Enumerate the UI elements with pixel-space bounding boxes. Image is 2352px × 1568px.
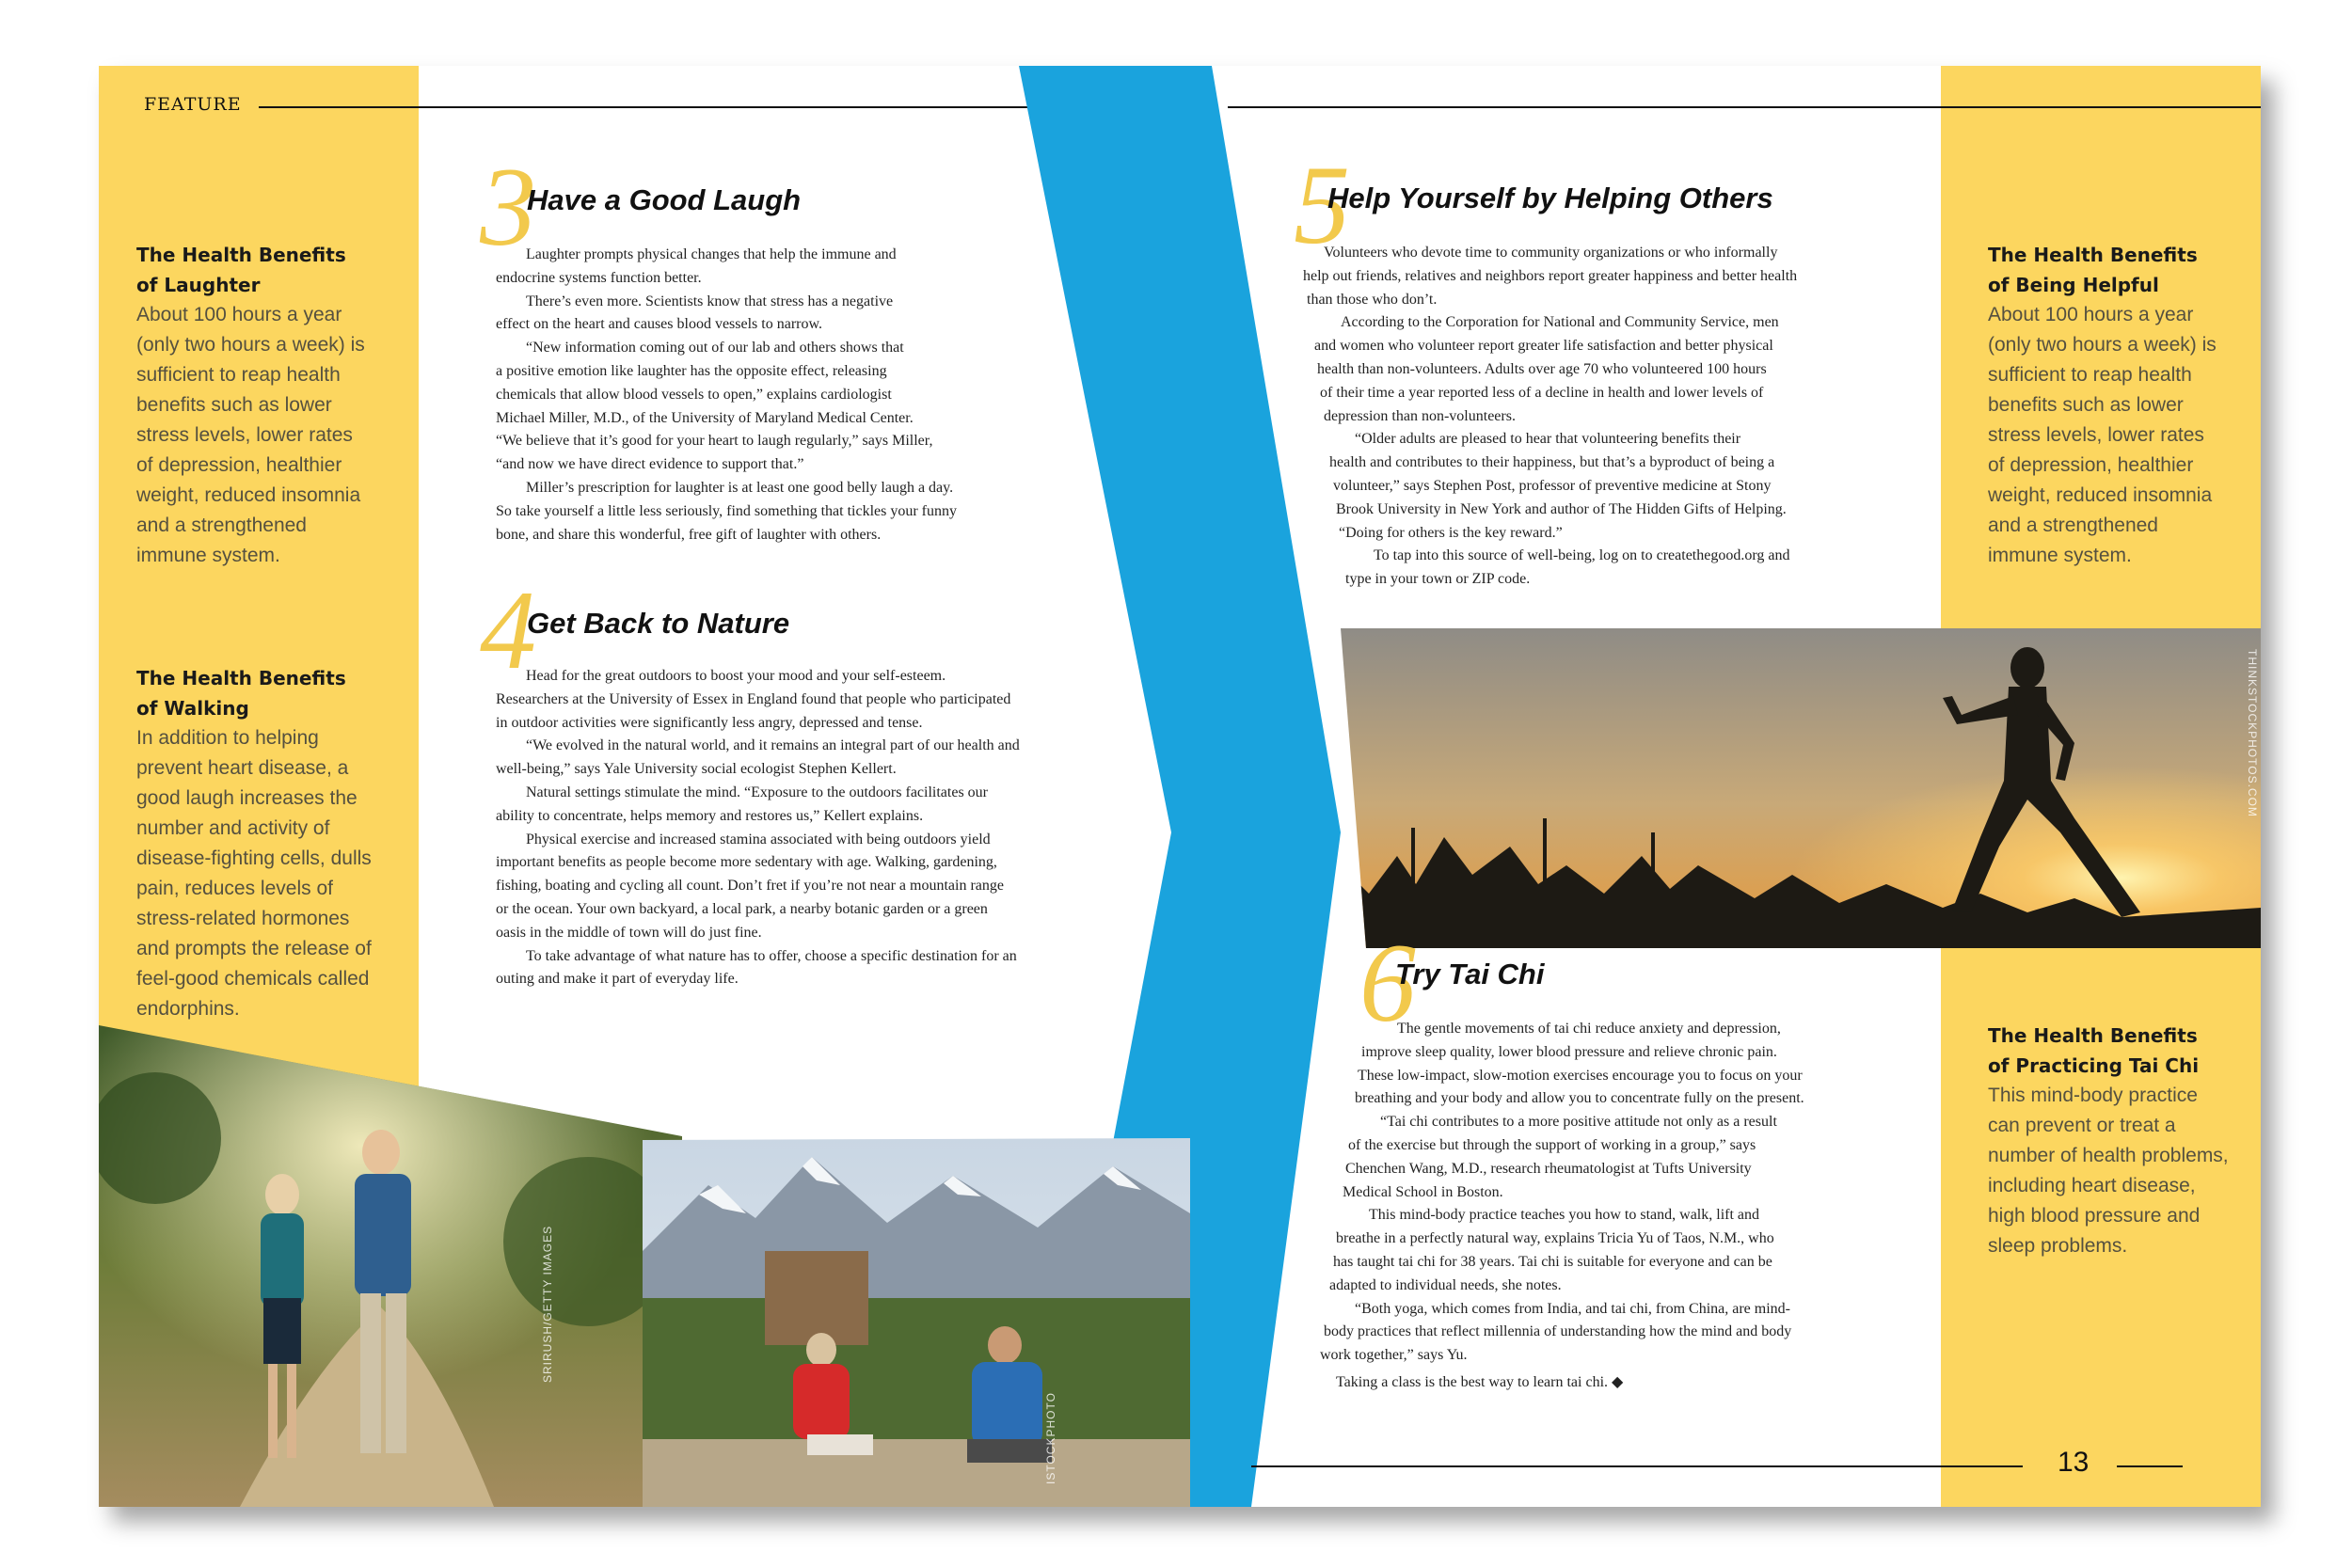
body-line: health than non-volunteers. Adults over age 70 who volunteered 100 hours bbox=[1317, 360, 1767, 377]
section-title-helping: Help Yourself by Helping Others bbox=[1327, 182, 1773, 214]
body-line: work together,” says Yu. bbox=[1320, 1347, 1468, 1364]
body-line: help out friends, relatives and neighbors report greater happiness and better health bbox=[1303, 267, 1798, 284]
body-line: breathe in a perfectly natural way, explains Tricia Yu of Taos, N.M., who bbox=[1336, 1230, 1774, 1247]
sidebar-title: The Health Benefits bbox=[136, 667, 346, 689]
body-line: oasis in the middle of town will do just fine. bbox=[496, 924, 762, 941]
sidebar-line: number of health problems, bbox=[1988, 1145, 2229, 1166]
sidebar-line: and prompts the release of bbox=[136, 938, 372, 959]
sidebar-line: (only two hours a week) is bbox=[1988, 334, 2217, 356]
sidebar-line: and a strengthened bbox=[1988, 515, 2158, 536]
body-line: Natural settings stimulate the mind. “Exposure to the outdoors facilitates our bbox=[526, 784, 988, 800]
section-body-helping bbox=[1303, 242, 1905, 592]
sidebar-line: weight, reduced insomnia bbox=[1988, 484, 2213, 506]
body-line: Taking a class is the best way to learn tai chi. ◆ bbox=[1336, 1373, 1624, 1390]
body-line: type in your town or ZIP code. bbox=[1345, 571, 1531, 588]
body-line: or the ocean. Your own backyard, a local park, a nearby botanic garden or a green bbox=[496, 900, 988, 917]
body-line: Miller’s prescription for laughter is at least one good belly laugh a day. bbox=[526, 479, 954, 496]
body-line: “Both yoga, which comes from India, and tai chi, from China, are mind- bbox=[1355, 1300, 1790, 1317]
sidebar-line: immune system. bbox=[136, 545, 280, 566]
body-line: So take yourself a little less seriously, find something that tickles your funny bbox=[496, 502, 957, 519]
body-line: endocrine systems function better. bbox=[496, 269, 702, 286]
sidebar-line: of depression, healthier bbox=[136, 454, 342, 476]
body-line: improve sleep quality, lower blood pressure and relieve chronic pain. bbox=[1361, 1043, 1777, 1060]
sidebar-line: endorphins. bbox=[136, 998, 240, 1020]
photo-credit-mountain: ISTOCKPHOTO bbox=[1044, 1392, 1057, 1484]
sidebar-line: disease-fighting cells, dulls bbox=[136, 847, 372, 869]
sidebar-line: and a strengthened bbox=[136, 515, 307, 536]
body-line: There’s even more. Scientists know that stress has a negative bbox=[526, 293, 894, 309]
sidebar-title: The Health Benefits bbox=[1988, 244, 2198, 266]
body-line: Chenchen Wang, M.D., research rheumatologist at Tufts University bbox=[1345, 1160, 1752, 1177]
body-line: bone, and share this wonderful, free gift of laughter with others. bbox=[496, 526, 882, 543]
sidebar-line: sufficient to reap health bbox=[1988, 364, 2192, 386]
body-line: well-being,” says Yale University social ecologist Stephen Kellert. bbox=[496, 761, 897, 778]
sidebar-line: benefits such as lower bbox=[136, 394, 332, 416]
body-line: in outdoor activities were significantly less angry, depressed and tense. bbox=[496, 714, 923, 731]
section-body-nature bbox=[496, 665, 1107, 991]
body-line: Physical exercise and increased stamina associated with being outdoors yield bbox=[526, 831, 991, 847]
sidebar-line: sufficient to reap health bbox=[136, 364, 341, 386]
body-line: body practices that reflect millennia of understanding how the mind and body bbox=[1324, 1323, 1792, 1340]
section-number-4: 4 bbox=[480, 567, 536, 692]
body-line: “We believe that it’s good for your heart to laugh regularly,” says Miller, bbox=[496, 433, 933, 450]
body-line: Michael Miller, M.D., of the University of Maryland Medical Center. bbox=[496, 409, 914, 426]
sidebar-line: immune system. bbox=[1988, 545, 2132, 566]
body-line: of their time a year reported less of a decline in health and lower levels of bbox=[1320, 384, 1764, 401]
body-line: than those who don’t. bbox=[1307, 291, 1438, 308]
section-title-laugh: Have a Good Laugh bbox=[527, 183, 802, 216]
body-line: has taught tai chi for 38 years. Tai chi is suitable for everyone and can be bbox=[1333, 1253, 1772, 1270]
body-line: Brook University in New York and author of The Hidden Gifts of Helping. bbox=[1336, 500, 1787, 517]
section-body-laugh bbox=[496, 244, 1079, 546]
footer-rule bbox=[1251, 1465, 2023, 1467]
body-line: Researchers at the University of Essex in England found that people who participated bbox=[496, 690, 1011, 707]
sidebar-line: stress-related hormones bbox=[136, 908, 350, 929]
body-line: depression than non-volunteers. bbox=[1324, 407, 1516, 424]
sidebar-line: (only two hours a week) is bbox=[136, 334, 365, 356]
section-number-5: 5 bbox=[1294, 142, 1350, 267]
section-title-nature: Get Back to Nature bbox=[527, 607, 790, 640]
section-title-taichi: Try Tai Chi bbox=[1395, 958, 1545, 990]
body-line: According to the Corporation for National and Community Service, men bbox=[1341, 314, 1779, 331]
footer-rule-right bbox=[2117, 1465, 2183, 1467]
sidebar-line: About 100 hours a year bbox=[136, 304, 342, 325]
sidebar-title: of Laughter bbox=[136, 274, 261, 296]
sidebar-line: can prevent or treat a bbox=[1988, 1115, 2176, 1136]
body-line: To tap into this source of well-being, log on to createthegood.org and bbox=[1374, 547, 1790, 564]
photo-credit-taichi: THINKSTOCKPHOTOS.COM bbox=[2246, 649, 2259, 817]
body-line: Laughter prompts physical changes that help the immune and bbox=[526, 246, 897, 262]
sidebar-title: The Health Benefits bbox=[136, 244, 346, 266]
sidebar-title: of Being Helpful bbox=[1988, 274, 2159, 296]
body-line: important benefits as people become more sedentary with age. Walking, gardening, bbox=[496, 854, 997, 871]
section-number-3: 3 bbox=[480, 144, 536, 269]
sidebar-line: including heart disease, bbox=[1988, 1175, 2196, 1196]
body-line: effect on the heart and causes blood vessels to narrow. bbox=[496, 316, 822, 333]
body-line: outing and make it part of everyday life. bbox=[496, 971, 739, 988]
body-line: “Tai chi contributes to a more positive attitude not only as a result bbox=[1380, 1114, 1777, 1131]
sidebar-line: of depression, healthier bbox=[1988, 454, 2194, 476]
body-line: “New information coming out of our lab and others shows that bbox=[526, 340, 904, 356]
body-line: of the exercise but through the support of working in a group,” says bbox=[1348, 1136, 1756, 1153]
body-line: volunteer,” says Stephen Post, professor of preventive medicine at Stony bbox=[1333, 477, 1772, 494]
body-line: “and now we have direct evidence to support that.” bbox=[496, 456, 804, 473]
body-line: health and contributes to their happiness, but that’s a byproduct of being a bbox=[1329, 454, 1775, 471]
sidebar-line: In addition to helping bbox=[136, 727, 319, 749]
sidebar-line: feel-good chemicals called bbox=[136, 968, 370, 990]
photo-credit-walking: SRIRUSH/GETTY IMAGES bbox=[541, 1225, 554, 1383]
sidebar-line: stress levels, lower rates bbox=[1988, 424, 2204, 446]
body-line: This mind-body practice teaches you how to stand, walk, lift and bbox=[1369, 1207, 1760, 1224]
body-line: Volunteers who devote time to community organizations or who informally bbox=[1324, 245, 1778, 261]
body-line: To take advantage of what nature has to offer, choose a specific destination for an bbox=[526, 947, 1017, 964]
sidebar-line: This mind-body practice bbox=[1988, 1085, 2198, 1106]
tai-chi-sunset-photo bbox=[99, 66, 2261, 1507]
sidebar-line: number and activity of bbox=[136, 817, 330, 839]
body-line: chemicals that allow blood vessels to open,” explains cardiologist bbox=[496, 386, 892, 403]
sidebar-line: prevent heart disease, a bbox=[136, 757, 349, 779]
body-line: fishing, boating and cycling all count. Don’t fret if you’re not near a mountain range bbox=[496, 878, 1004, 895]
sidebar-line: good laugh increases the bbox=[136, 787, 358, 809]
sidebar-line: weight, reduced insomnia bbox=[136, 484, 361, 506]
body-line: and women who volunteer report greater life satisfaction and better physical bbox=[1314, 338, 1773, 355]
sidebar-line: stress levels, lower rates bbox=[136, 424, 353, 446]
body-line: Medical School in Boston. bbox=[1343, 1183, 1503, 1200]
sidebar-title: of Practicing Tai Chi bbox=[1988, 1054, 2200, 1077]
body-line: “We evolved in the natural world, and it remains an integral part of our health and bbox=[526, 737, 1020, 754]
body-line: “Older adults are pleased to hear that volunteering benefits their bbox=[1355, 431, 1741, 448]
body-line: These low-impact, slow-motion exercises encourage you to focus on your bbox=[1358, 1067, 1803, 1084]
sidebar-line: sleep problems. bbox=[1988, 1235, 2128, 1257]
body-line: breathing and your body and allow you to concentrate fully on the present. bbox=[1355, 1090, 1804, 1107]
sidebar-title: The Health Benefits bbox=[1988, 1024, 2198, 1047]
body-line: ability to concentrate, helps memory and restores us,” Kellert explains. bbox=[496, 807, 924, 824]
sidebar-title: of Walking bbox=[136, 697, 249, 720]
body-line: a positive emotion like laughter has the opposite effect, releasing bbox=[496, 362, 887, 379]
page-number: 13 bbox=[2058, 1447, 2090, 1478]
body-line: The gentle movements of tai chi reduce anxiety and depression, bbox=[1397, 1021, 1781, 1037]
magazine-spread bbox=[99, 66, 2261, 1507]
feature-label: FEATURE bbox=[144, 94, 242, 115]
sidebar-line: high blood pressure and bbox=[1988, 1205, 2201, 1227]
sidebar-line: benefits such as lower bbox=[1988, 394, 2184, 416]
section-body-taichi bbox=[1303, 1018, 1905, 1395]
body-line: adapted to individual needs, she notes. bbox=[1329, 1276, 1562, 1293]
sidebar-line: About 100 hours a year bbox=[1988, 304, 2194, 325]
body-line: “Doing for others is the key reward.” bbox=[1339, 524, 1563, 541]
body-line: Head for the great outdoors to boost your mood and your self-esteem. bbox=[526, 668, 946, 684]
section-number-6: 6 bbox=[1359, 920, 1416, 1045]
sidebar-line: pain, reduces levels of bbox=[136, 878, 333, 899]
